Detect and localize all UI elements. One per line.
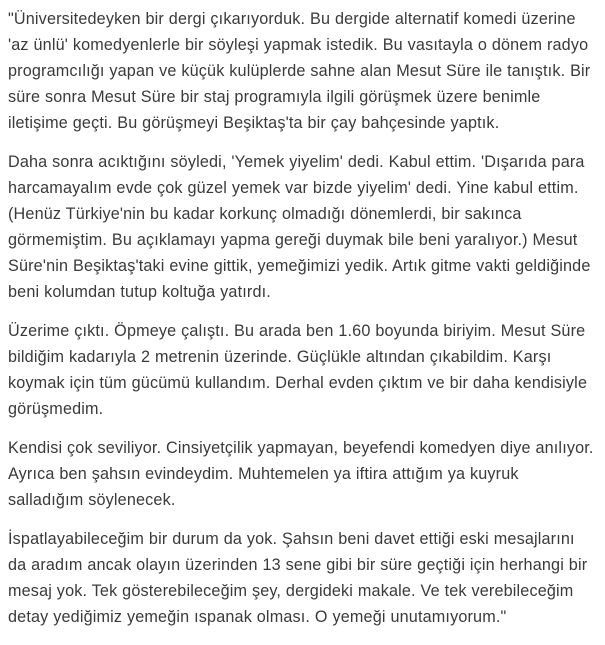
paragraph-5: İspatlayabileceğim bir durum da yok. Şahsın beni davet ettiği eski mesajlarını da aradım ancak olayın üzerinden 13 sene gibi bir süre geçtiği için herhangi bir mesaj yok. Tek gösterebileceğim şey, dergideki makale. Ve tek verebileceğim detay yediğimiz yemeğin ıspanak olması. O yemeği unutamıyorum." (8, 530, 588, 626)
paragraph-2: Daha sonra acıktığını söyledi, 'Yemek yiyelim' dedi. Kabul ettim. 'Dışarıda para harcamayalım evde çok güzel yemek var bizde yiyelim' dedi. Yine kabul ettim. (Henüz Türkiye'nin bu kadar korkunç olmadığı dönemlerdi, bir sakınca görmemiştim. Bu açıklamayı yapma gereği duymak bile beni yaralıyor.) Mesut Süre'nin Beşiktaş'taki evine gittik, yemeğimizi yedik. Artık gitme vakti geldiğinde beni kolumdan tutup koltuğa yatırdı. (8, 153, 591, 301)
paragraph-3: Üzerime çıktı. Öpmeye çalıştı. Bu arada ben 1.60 boyunda biriyim. Mesut Süre bildiğim kadarıyla 2 metrenin üzerinde. Güçlükle altından çıkabildim. Karşı koymak için tüm gücümü kullandım. Derhal evden çıktım ve bir daha kendisiyle görüşmedim. (8, 322, 588, 418)
paragraph-4: Kendisi çok seviliyor. Cinsiyetçilik yapmayan, beyefendi komedyen diye anılıyor. Ayrıca ben şahsın evindeydim. Muhtemelen ya iftira attığım ya kuyruk salladığım söylenecek. (8, 439, 594, 509)
paragraph-1: "Üniversitedeyken bir dergi çıkarıyorduk. Bu dergide alternatif komedi üzerine 'az ünlü' komedyenlerle bir söyleşi yapmak istedik. Bu vasıtayla o dönem radyo programcılığı yapan ve küçük kulüplerde sahne alan Mesut Süre ile tanıştık. Bir süre sonra Mesut Süre bir staj programıyla ilgili görüşmek üzere benimle iletişime geçti. Bu görüşmeyi Beşiktaş'ta bir çay bahçesinde yaptık. (8, 10, 591, 132)
